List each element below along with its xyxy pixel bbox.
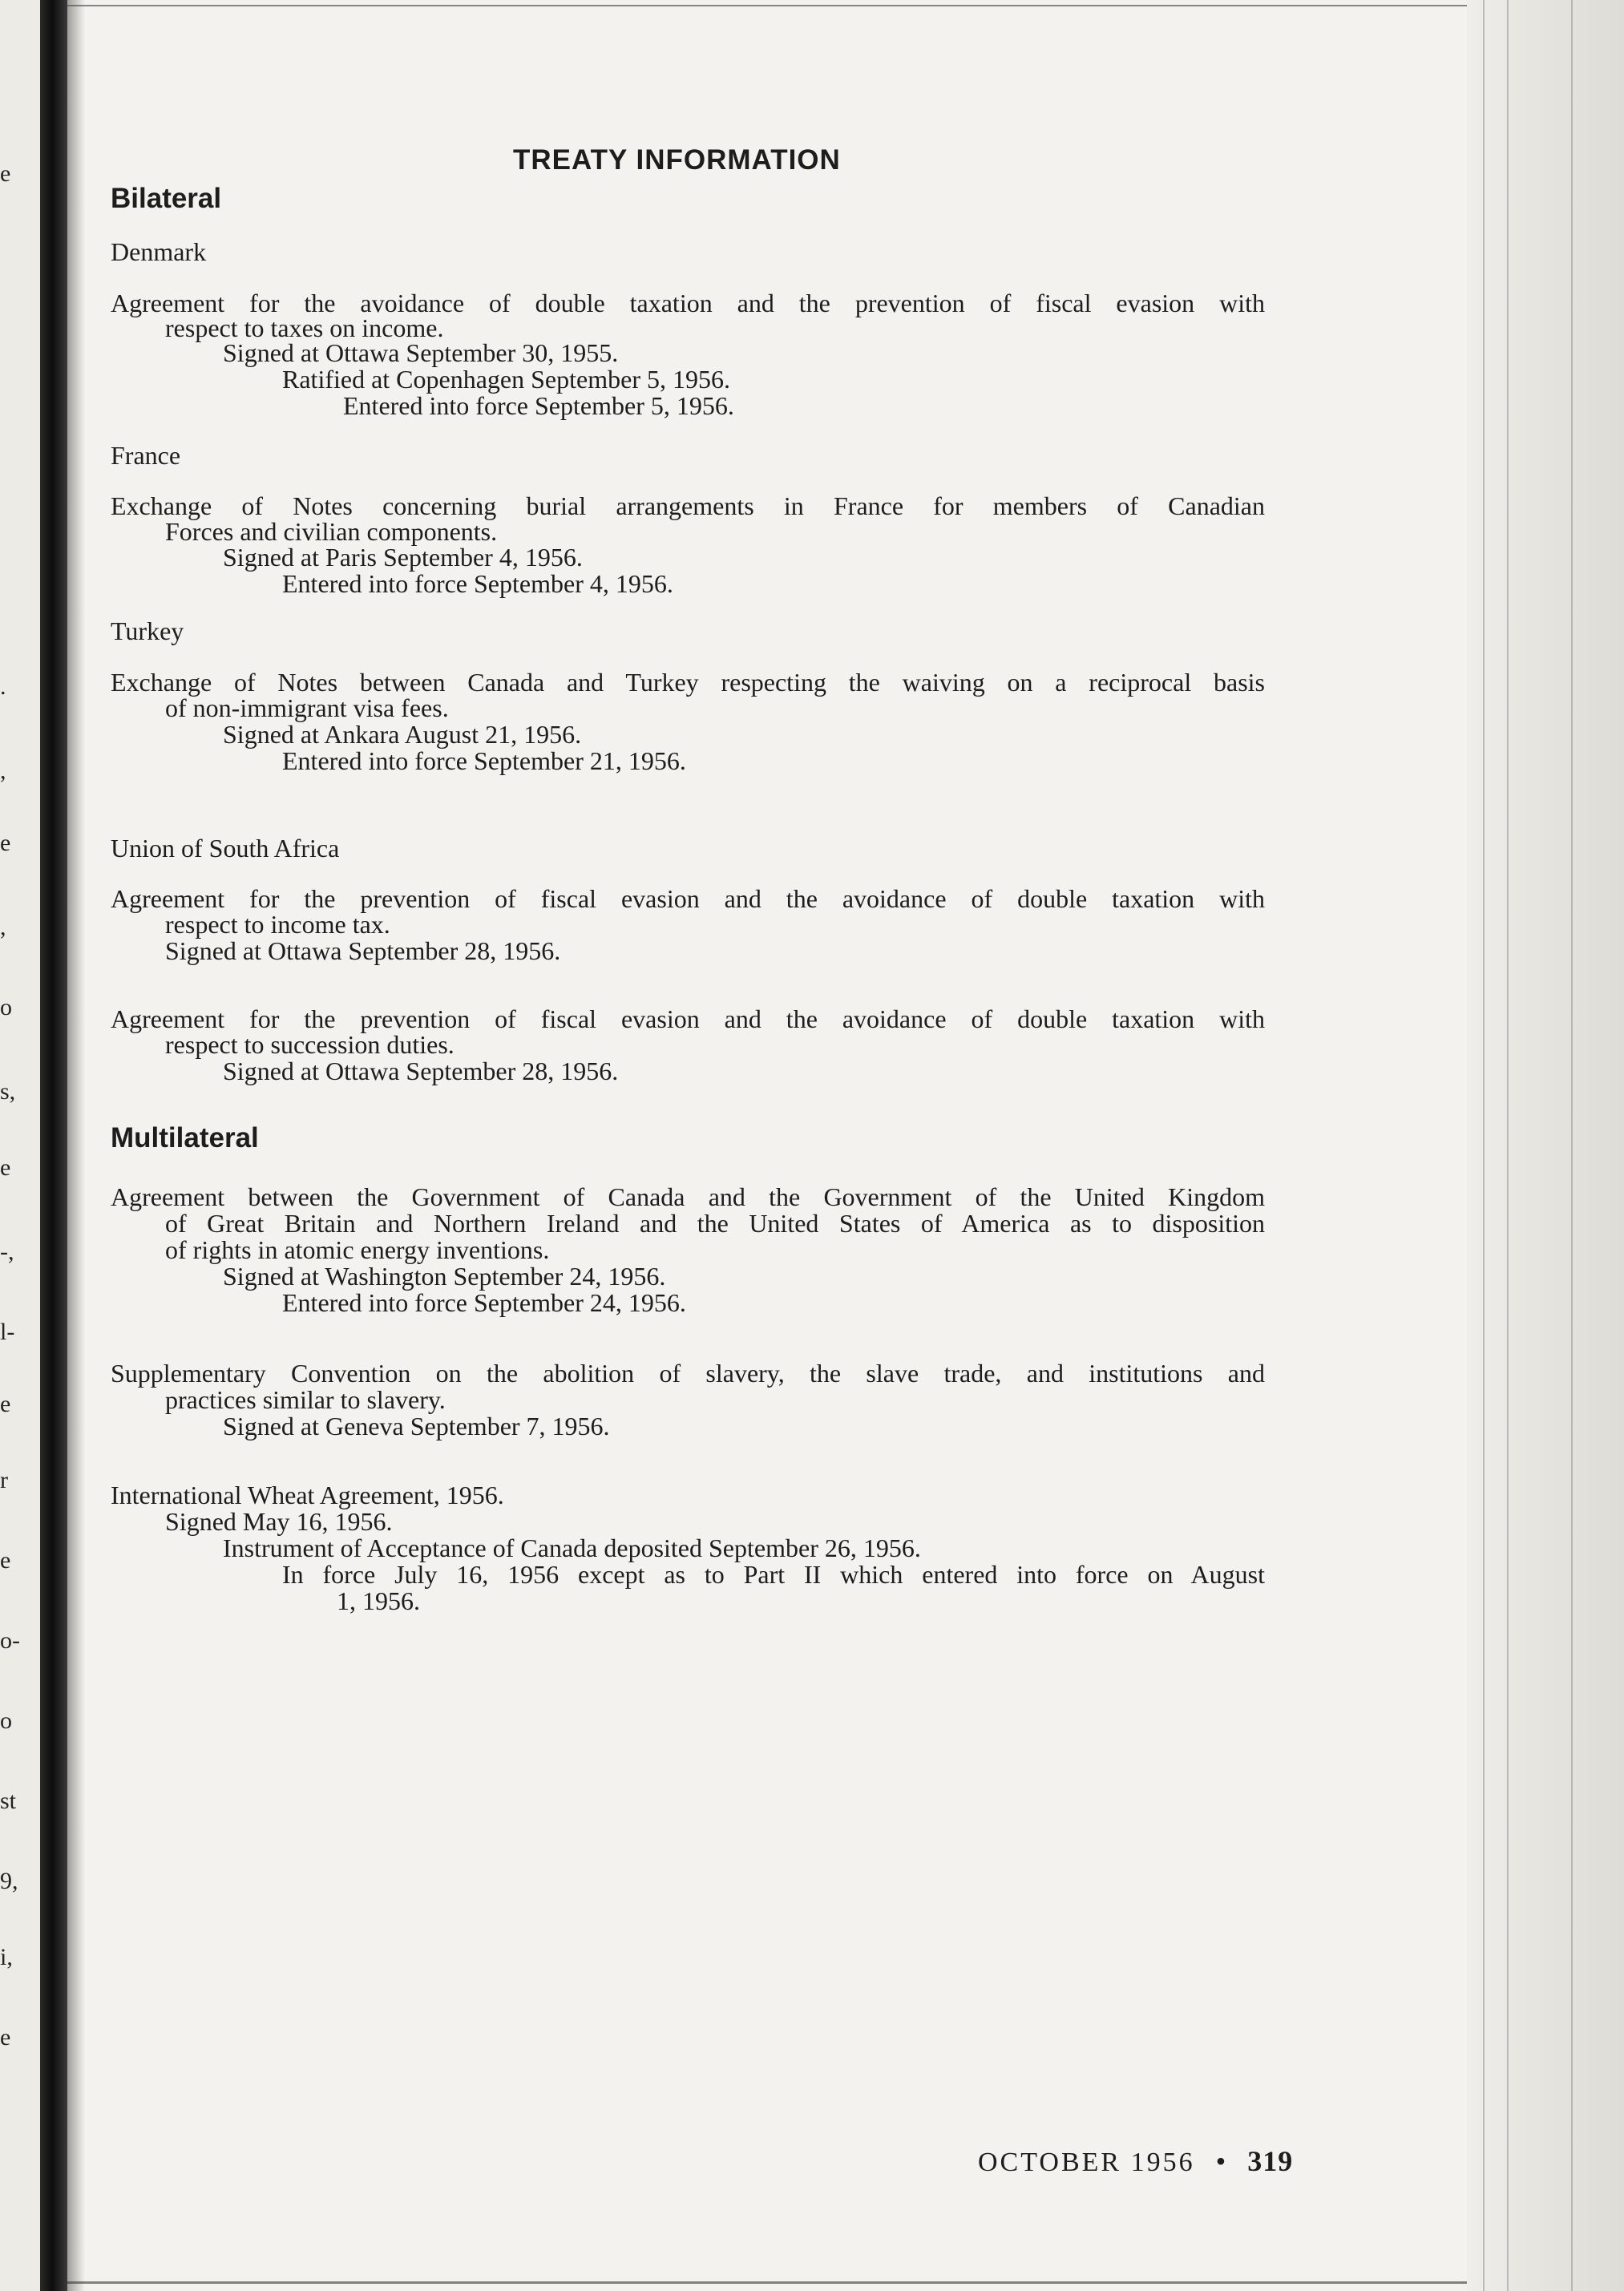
treaty-line: Exchange of Notes between Canada and Turkey respecting the waiving on a reciprocal basis [111,668,1265,697]
treaty-signed: Signed May 16, 1956. [165,1507,393,1536]
treaty-ratified: Ratified at Copenhagen September 5, 1956. [282,365,730,394]
country-union-of-south-africa: Union of South Africa [111,834,340,863]
margin-fragment: o [0,994,12,1020]
treaty-in-force: Entered into force September 4, 1956. [282,569,673,598]
footer-month-year: OCTOBER 1956 [978,2148,1195,2177]
section-heading-multilateral: Multilateral [111,1122,259,1154]
treaty-line: of rights in atomic energy inventions. [165,1235,550,1264]
page-title: TREATY INFORMATION [513,144,841,176]
margin-fragment: o- [0,1627,20,1654]
treaty-line: Exchange of Notes concerning burial arrangements in France for members of Canadian [111,491,1265,520]
treaty-signed: Signed at Ankara August 21, 1956. [223,720,582,749]
margin-fragment: e [0,1547,11,1574]
page-footer [978,2144,1293,2178]
treaty-signed: Signed at Geneva September 7, 1956. [223,1412,610,1440]
treaty-signed: Signed at Ottawa September 30, 1955. [223,338,619,367]
treaty-line: respect to taxes on income. [165,313,444,342]
treaty-line: Agreement for the prevention of fiscal evasion and the avoidance of double taxation with [111,884,1265,913]
country-france: France [111,441,181,470]
treaty-signed: Signed at Ottawa September 28, 1956. [165,936,561,965]
section-heading-bilateral: Bilateral [111,183,222,214]
margin-fragment: e [0,830,11,856]
treaty-line: Agreement for the prevention of fiscal evasion and the avoidance of double taxation with [111,1004,1265,1033]
treaty-line: of Great Britain and Northern Ireland and the United States of America as to disposition [165,1209,1265,1238]
margin-fragment: i, [0,1944,13,1970]
margin-fragment: l- [0,1319,15,1345]
treaty-line: respect to succession duties. [165,1030,454,1059]
country-turkey: Turkey [111,616,184,645]
margin-fragment: , [0,914,6,940]
country-denmark: Denmark [111,237,207,266]
treaty-line: Agreement for the avoidance of double taxation and the prevention of fiscal evasion with [111,289,1265,317]
treaty-line: International Wheat Agreement, 1956. [111,1481,504,1509]
margin-fragment: 9, [0,1868,18,1894]
margin-fragment: o [0,1707,12,1734]
margin-fragment: r [0,1467,8,1493]
page-number: 319 [1247,2145,1294,2177]
margin-fragment: e [0,1154,11,1181]
treaty-in-force: Entered into force September 24, 1956. [282,1288,686,1317]
treaty-signed: Signed at Ottawa September 28, 1956. [223,1057,619,1085]
treaty-line: practices similar to slavery. [165,1385,446,1414]
treaty-signed: Signed at Paris September 4, 1956. [223,543,583,572]
treaty-line: Agreement between the Government of Canada and the Government of the United Kingdom [111,1182,1265,1211]
treaty-in-force: In force July 16, 1956 except as to Part II which entered into force on August [282,1560,1265,1589]
treaty-line: 1, 1956. [337,1586,420,1615]
treaty-instrument: Instrument of Acceptance of Canada deposited September 26, 1956. [223,1533,921,1562]
treaty-signed: Signed at Washington September 24, 1956. [223,1262,666,1291]
margin-fragment: st [0,1788,17,1814]
margin-fragment: e [0,1391,11,1417]
margin-fragment: . [0,673,6,700]
margin-fragment: e [0,2024,11,2051]
footer-separator: • [1215,2145,1227,2177]
margin-fragment: -, [0,1238,14,1265]
margin-fragment: e [0,160,11,187]
treaty-line: of non-immigrant visa fees. [165,693,449,722]
margin-fragment: s, [0,1078,16,1105]
treaty-line: Supplementary Convention on the abolition of slavery, the slave trade, and institutions and [111,1359,1265,1388]
treaty-in-force: Entered into force September 5, 1956. [343,391,734,420]
treaty-in-force: Entered into force September 21, 1956. [282,746,686,775]
treaty-line: Forces and civilian components. [165,517,498,546]
margin-fragment: , [0,758,6,784]
treaty-line: respect to income tax. [165,910,390,939]
